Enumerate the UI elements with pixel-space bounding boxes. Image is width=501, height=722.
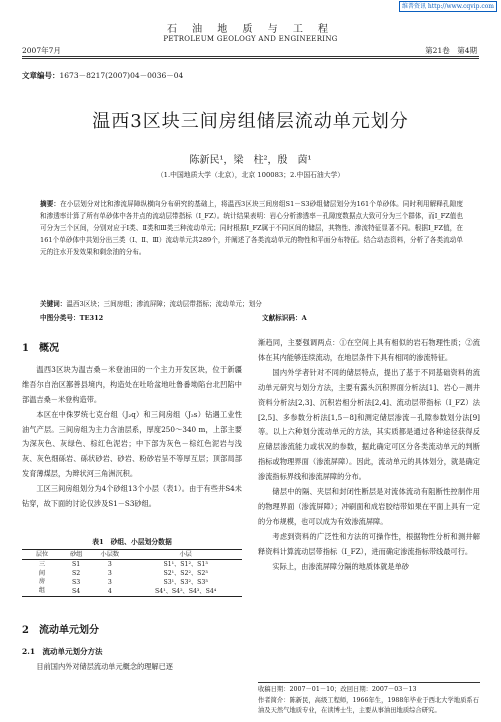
- table-header-row: [22, 550, 242, 560]
- table-cell-formation: [22, 560, 62, 597]
- paragraph: 储层中的隔、夹层和封闭性断层是对流体流动有阻断性控制作用的物理界面（渗流屏障）；冲刷面和成岩胶结带如果在平面上具有一定的分布规模，也可以成为有效渗流屏障。: [258, 487, 480, 526]
- footnote-rule: [258, 682, 480, 683]
- table-header: 小层数: [90, 550, 129, 560]
- article-number-label: 文章编号：: [22, 71, 60, 80]
- table-cell: S3¹、S3²、S3³: [163, 579, 208, 586]
- footnote-received: 收稿日期：2007－01－10；改回日期：2007－03－13: [258, 686, 417, 693]
- article-number-value: 1673－8217(2007)04－0036－04: [59, 71, 184, 80]
- table-caption: 表1 砂组、小层划分数据: [92, 538, 172, 546]
- table-cell: S3: [72, 579, 81, 586]
- journal-title-cn: 石 油 地 质 与 工 程: [166, 24, 335, 35]
- clc-value: TE312: [79, 314, 104, 322]
- table-cell: 4: [90, 587, 129, 597]
- table-cell: S4: [62, 587, 90, 597]
- keywords: [40, 298, 463, 308]
- table-cell: 3: [107, 561, 112, 568]
- clc-label: 中图分类号：: [40, 314, 80, 322]
- table-cell: 3: [107, 570, 112, 577]
- paragraph: 实际上，由渗流屏障分隔的地质体就是单砂: [272, 561, 409, 571]
- paragraph: 国内外学者针对不同的储层特点，提出了基于不同基础资料的流动单元研究与划分方法，主要有露头沉积界面分析法[1]、岩心－测井资料分析法[2,3]、沉积岩相分析法[2,4]、流动层带指标（I_FZ）法[2,5]、多参数分析法[1,5－8]和测定储层渗流－孔隙参数划分法[9]等。以上六种划分流动单元的方法，其实质都是通过各种途径获得反应储层渗流能力或状况的参数，据此确定可区分各类流动单元的判断指标或物理界面（渗流屏障）。因此，流动单元的具体划分，就是确定渗流指标界线和渗流屏障的分布。: [258, 367, 480, 482]
- table-header: 小层: [129, 550, 242, 560]
- left-column: [22, 342, 242, 512]
- footnote-author: 作者简介：陈新民，高级工程师，1966年生，1988年毕业于西北大学地质系石油及天然气地质专业，在读博士生，主要从事油田地质综合研究。: [258, 696, 479, 714]
- table-header: 砂组: [62, 550, 90, 560]
- table-cell: S2¹、S2²、S2³: [163, 570, 208, 577]
- footnote: [258, 685, 480, 717]
- issue-date: 2007年7月: [22, 46, 61, 55]
- paper-title: 温西3区块三间房组储层流动单元划分: [92, 111, 409, 132]
- header-rule: [22, 56, 479, 57]
- doc-code-label: 文献标识码：: [262, 314, 302, 322]
- abstract-label: 摘要：: [40, 200, 61, 208]
- right-column: [258, 336, 480, 575]
- table-header: 层位: [22, 550, 62, 560]
- authors: 陈新民¹，梁 柱²，殷 茵¹: [189, 155, 312, 166]
- sand-group-table: [22, 549, 242, 597]
- affiliation: （1.中国地质大学（北京），北京 100083；2.中国石油大学）: [156, 171, 345, 179]
- table-cell: 3: [107, 579, 112, 586]
- section-2-1-heading: 2.1 流动单元划分方法: [22, 646, 103, 656]
- clc-number: [40, 312, 103, 322]
- paragraph: 本区在中侏罗统七克台组（J₂q）和三间房组（J₂s）钻遇工业性油气产层。三间房组为主力含油层系，厚度250～340 m，上部主要为深灰色、灰绿色、棕红色泥岩；中下部为灰色－棕红色泥岩与浅灰、灰色细砾岩、砾状砂岩、砂岩、粉砂岩呈不等厚互层；顶部局部发育薄煤层，为辫状河三角洲沉积。: [22, 409, 242, 479]
- paragraph: 考虑到资料的广泛性和方法的可操作性，根据物性分析和测井解释资料计算流动层带指标（I_FZ），进而确定渗流指标带线最可行。: [258, 531, 480, 556]
- document-code: [262, 312, 307, 322]
- table-cell: S2: [72, 570, 81, 577]
- abstract: [40, 198, 463, 258]
- issue-volume: 第21卷 第4期: [425, 46, 477, 55]
- article-number: [22, 70, 183, 81]
- section-2-heading: 2 流动单元划分: [22, 625, 99, 636]
- paragraph: 工区三间房组划分为4个砂组13个小层（表1）。由于有些井S4未钻穿，故下面的讨论仅涉及S1－S3砂组。: [22, 484, 242, 509]
- paragraph: 渐趋同，主要强调两点：①在空间上具有相似的岩石物理性质；②流体在其内能够连续流动，在地层条件下具有相同的渗流特征。: [258, 338, 480, 362]
- section-1-heading: 1 概况: [22, 343, 59, 354]
- abstract-text: 在小层划分对比和渗流屏障纵横向分布研究的基础上，将温西3区块三间房组S1－S3砂组储层划分为161个单砂体。同时利用解释孔隙度和渗透率计算了所有单砂体中各井点的流动层带指标（I_FZ）。统计结果表明：岩心分析渗透率－孔隙度数据点大致可分为三个群体，而I_FZ值也可分为三个区间，分别对应于Ⅰ类、Ⅱ类和Ⅲ类三种流动单元；同时根据I_FZ属于不同区间的储层，其物性、渗流特征显著不同。根据I_FZ值，在161个单砂体中共划分出三类（Ⅰ、Ⅱ、Ⅲ）流动单元共289个，并阐述了各类流动单元的物性和平面分布特征。结合动态资料，分析了各类流动单元的注水开发效果和剩余油的分布。: [40, 200, 464, 257]
- header-rule-2: [22, 58, 479, 59]
- table-cell: S4¹、S4²、S4³、S4⁴: [129, 587, 242, 597]
- table-cell: S1¹、S1²、S1³: [163, 561, 208, 568]
- watermark: 维普资讯 http://www.cqvip.com: [399, 1, 497, 12]
- doc-code-value: A: [301, 314, 307, 322]
- journal-title-en: PETROLEUM GEOLOGY AND ENGINEERING: [163, 35, 338, 43]
- table-row: [22, 560, 242, 570]
- left-column-lower: [22, 624, 242, 675]
- paragraph: 温西3区块为温吉桑－米登油田的一个主力开发区块，位于新疆维吾尔自治区鄯善县境内，构造处在吐哈盆地吐鲁番坳陷台北凹陷中部温吉桑－米登构造带。: [22, 364, 242, 404]
- formation-label: 三间房组: [38, 561, 46, 594]
- keywords-text: 温西3区块；三间房组；渗流屏障；流动层带指标；流动单元；划分: [66, 300, 262, 308]
- table-cell: S1: [72, 561, 81, 568]
- paragraph: 目前国内外对储层流动单元概念的理解已逐: [36, 661, 173, 671]
- keywords-label: 关键词：: [40, 300, 67, 308]
